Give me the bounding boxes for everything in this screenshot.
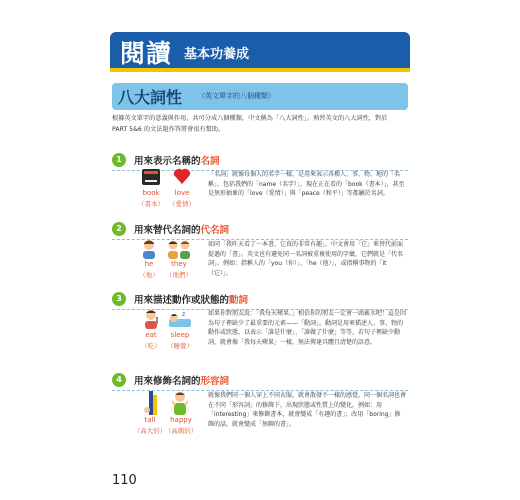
- word-en: he: [144, 260, 154, 268]
- svg-text:z: z: [182, 311, 186, 318]
- book-icon: [141, 168, 161, 190]
- word-zh: （他們）: [166, 271, 192, 279]
- item-heading-text: 用來修飾名詞的形容詞: [134, 376, 230, 387]
- word-en: love: [174, 189, 190, 197]
- word-zh: （高大的）: [133, 427, 167, 435]
- banner-subtitle: 基本功養成: [184, 47, 250, 62]
- word-en: sleep: [170, 331, 190, 339]
- word-zh: （高興的）: [164, 427, 198, 435]
- page-number: 110: [112, 473, 137, 488]
- item-number: 3: [112, 292, 126, 306]
- word-zh: （吃）: [141, 342, 161, 350]
- item-number: 4: [112, 373, 126, 387]
- item-heading-text: 用來表示名稱的名詞: [134, 156, 220, 167]
- word-zh: （書本）: [138, 200, 164, 208]
- item-4-text: 就像我們同一個人穿上不同衣服，就會散發不一樣的感覺，同一個名詞也會在不同「形容詞」的修飾下，出現狀態或性質上的變化。例如：用「interesting」來修飾書本，就會變成「有趣的書」；改用「boring」修飾的話，就會變成「無聊的書」。: [208, 392, 407, 428]
- word-zh: （睡覺）: [167, 342, 193, 350]
- heart-icon: [172, 167, 192, 189]
- item-heading-text: 用來描述動作或狀態的動詞: [134, 295, 249, 306]
- item-number: 1: [112, 153, 126, 167]
- item-number: 2: [112, 222, 126, 236]
- section-subtitle: （英文單字的八個種類）: [198, 92, 275, 100]
- word-zh: （他）: [139, 271, 159, 279]
- happy-figure-icon: [170, 391, 190, 419]
- word-en: book: [142, 189, 160, 197]
- eating-person-icon: [140, 309, 162, 333]
- sleeping-person-icon: [168, 309, 192, 333]
- word-zh: （愛情）: [169, 200, 195, 208]
- chapter-banner: [110, 32, 410, 72]
- section-header: [112, 83, 408, 110]
- section-title: 八大詞性: [118, 88, 183, 107]
- word-en: they: [171, 260, 187, 268]
- word-en: eat: [145, 331, 157, 339]
- intro-paragraph: 根據英文單字的意義與作用，共可分成八個種類，中文稱為「八大詞性」。熟習英文的八大詞性，對於 PART 5&6 的文法題作答將會很有幫助。: [112, 115, 388, 133]
- tall-figure-icon: [143, 391, 159, 419]
- item-heading-text: 用來替代名詞的代名詞: [134, 225, 230, 236]
- item-3-text: 如果你對朋友說：「我每天蘋果。」相信你的朋友一定會一頭霧水吧！這是因為句子裡缺少了最重要的元素——「動詞」。動詞是用來描述人、事、物的動作或狀態，以表示「誰是什麼」、「誰做了什麼」等等，若句子裡缺少動詞，就會像「我每天蘋果」一樣，無法傳達具體且清楚的語意。: [208, 310, 407, 346]
- word-en: tall: [144, 416, 156, 424]
- item-1-text: 「名詞」就像每個人的名字一樣，是用來表示各種人、事、物、地的「名稱」，包括我們的「name（名字）」，現在正在看的「book（書本）」，甚至是無形抽象的「love（愛情）」與「peace（和平）」等都屬於名詞。: [208, 171, 405, 197]
- word-en: happy: [170, 416, 192, 424]
- banner-title: 閱讀: [120, 39, 173, 68]
- item-2-text: 如同「我昨天看了一本書，它真的非常有趣」，中文會用「它」來替代前面提過的「書」。英文也有避免同一名詞被重複使用的字彙，它們就是「代名詞」。例如：指稱人的「you（你）」、「he（他）」，或指稱事物的「it（它）」。: [208, 241, 404, 277]
